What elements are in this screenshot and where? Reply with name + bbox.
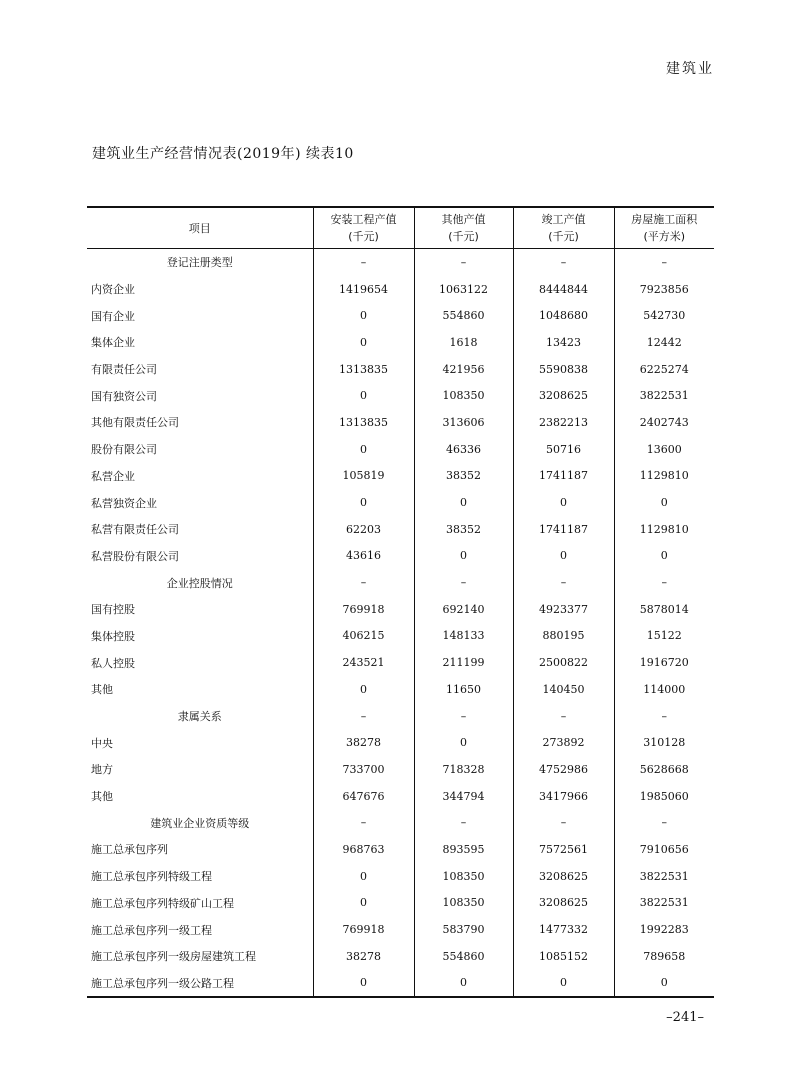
table-row [87, 382, 714, 409]
table-cell: 3822531 [614, 890, 714, 917]
table-cell: – [513, 703, 614, 730]
table-cell: – [313, 569, 414, 596]
table-cell: 406215 [313, 623, 414, 650]
table-cell: – [614, 809, 714, 836]
table-cell: 1419654 [313, 276, 414, 303]
row-label: 集体控股 [91, 629, 135, 643]
column-unit: (千元) [448, 230, 479, 243]
table-row [87, 596, 714, 623]
row-label: 其他 [91, 683, 113, 697]
table-row [87, 356, 714, 383]
section-header-row [87, 809, 714, 836]
table-cell: 1085152 [513, 943, 614, 970]
table-cell: 0 [313, 890, 414, 917]
table-cell: 12442 [614, 329, 714, 356]
table-cell: 7572561 [513, 836, 614, 863]
table-cell: – [614, 569, 714, 596]
row-label: 股份有限公司 [91, 443, 157, 457]
table-cell: 1129810 [614, 463, 714, 490]
table-row [87, 409, 714, 436]
table-body [87, 249, 714, 998]
table-cell: 5878014 [614, 596, 714, 623]
table-cell: 718328 [414, 756, 513, 783]
table-cell: 647676 [313, 783, 414, 810]
table-cell: 6225274 [614, 356, 714, 383]
table-row [87, 623, 714, 650]
row-label: 施工总承包序列特级工程 [91, 870, 212, 884]
table-cell: 542730 [614, 302, 714, 329]
table-cell: 421956 [414, 356, 513, 383]
table-cell: 3822531 [614, 382, 714, 409]
table-cell: 0 [414, 543, 513, 570]
table-cell: 733700 [313, 756, 414, 783]
table-cell: 5590838 [513, 356, 614, 383]
table-cell: – [614, 249, 714, 276]
table-cell: 3208625 [513, 863, 614, 890]
table-cell: 0 [414, 489, 513, 516]
table-cell: – [313, 249, 414, 276]
row-label: 中央 [91, 736, 113, 750]
table-cell: 2382213 [513, 409, 614, 436]
table-cell: 583790 [414, 916, 513, 943]
table-cell: – [513, 569, 614, 596]
row-label: 其他 [91, 790, 113, 804]
table-cell: 1985060 [614, 783, 714, 810]
row-label: 其他有限责任公司 [91, 416, 179, 430]
page-number: –241– [666, 1010, 704, 1025]
table-cell: 3822531 [614, 863, 714, 890]
column-label: 竣工产值 [541, 213, 586, 226]
section-header-row [87, 249, 714, 276]
table-cell: – [313, 809, 414, 836]
table-cell: – [414, 703, 513, 730]
section-label: 隶属关系 [177, 710, 222, 724]
row-label: 私营独资企业 [91, 496, 157, 510]
table-cell: 13600 [614, 436, 714, 463]
table-row [87, 543, 714, 570]
row-label: 私人控股 [91, 656, 135, 670]
table-row [87, 489, 714, 516]
table-row [87, 943, 714, 970]
table-row [87, 436, 714, 463]
table-cell: 1741187 [513, 516, 614, 543]
table-cell: – [414, 569, 513, 596]
column-label: 安装工程产值 [330, 213, 397, 226]
table-cell: 893595 [414, 836, 513, 863]
table-cell: 1063122 [414, 276, 513, 303]
table-cell: 7923856 [614, 276, 714, 303]
table-cell: 769918 [313, 596, 414, 623]
table-cell: – [614, 703, 714, 730]
table-cell: 769918 [313, 916, 414, 943]
table-cell: 46336 [414, 436, 513, 463]
table-cell: 11650 [414, 676, 513, 703]
column-unit: (千元) [348, 230, 379, 243]
table-cell: 38278 [313, 729, 414, 756]
table-cell: – [313, 703, 414, 730]
column-label: 房屋施工面积 [631, 213, 698, 226]
row-label: 施工总承包序列 [91, 843, 168, 857]
table-cell: 344794 [414, 783, 513, 810]
row-label: 国有企业 [91, 309, 135, 323]
table-cell: 38278 [313, 943, 414, 970]
statistics-table [87, 206, 714, 998]
table-cell: 0 [313, 436, 414, 463]
table-cell: 0 [414, 970, 513, 998]
section-label: 建筑业企业资质等级 [150, 816, 250, 830]
row-label: 国有独资公司 [91, 389, 157, 403]
row-label: 施工总承包序列一级工程 [91, 923, 212, 937]
column-header-other-output [414, 207, 513, 249]
column-header-install-output [313, 207, 414, 249]
table-row [87, 916, 714, 943]
table-row [87, 676, 714, 703]
table-cell: 0 [513, 970, 614, 998]
table-row [87, 302, 714, 329]
table-cell: 7910656 [614, 836, 714, 863]
row-label: 施工总承包序列一级房屋建筑工程 [91, 950, 256, 964]
table-cell: 4752986 [513, 756, 614, 783]
table-cell: 310128 [614, 729, 714, 756]
table-cell: 1477332 [513, 916, 614, 943]
table-cell: 0 [614, 489, 714, 516]
row-label: 施工总承包序列一级公路工程 [87, 970, 313, 998]
table-cell: 108350 [414, 890, 513, 917]
table-cell: 1992283 [614, 916, 714, 943]
running-header: 建筑业 [666, 61, 714, 77]
table-cell: 43616 [313, 543, 414, 570]
table-cell: 108350 [414, 382, 513, 409]
table-cell: 105819 [313, 463, 414, 490]
table-cell: 38352 [414, 463, 513, 490]
row-label: 内资企业 [91, 283, 135, 297]
table-cell: 1741187 [513, 463, 614, 490]
table-cell: 0 [313, 329, 414, 356]
table-cell: 789658 [614, 943, 714, 970]
table-cell: 880195 [513, 623, 614, 650]
table-cell: 313606 [414, 409, 513, 436]
table-cell: 0 [313, 863, 414, 890]
table-cell: 1313835 [313, 356, 414, 383]
table-cell: 1129810 [614, 516, 714, 543]
table-cell: 0 [414, 729, 513, 756]
table-cell: 0 [313, 676, 414, 703]
table-cell: 0 [313, 489, 414, 516]
column-header-floor-area [614, 207, 714, 249]
column-unit: (平方米) [643, 230, 686, 243]
table-cell: 0 [513, 543, 614, 570]
column-header-item [87, 207, 313, 249]
table-cell: 554860 [414, 943, 513, 970]
column-unit: (千元) [548, 230, 579, 243]
table-cell: 554860 [414, 302, 513, 329]
table-cell: 2402743 [614, 409, 714, 436]
row-label: 国有控股 [91, 603, 135, 617]
table-cell: 4923377 [513, 596, 614, 623]
table-cell: – [414, 809, 513, 836]
table-cell: 0 [614, 543, 714, 570]
table-row [87, 649, 714, 676]
table-cell: 62203 [313, 516, 414, 543]
section-label: 登记注册类型 [166, 256, 233, 270]
table-cell: 8444844 [513, 276, 614, 303]
table-row [87, 836, 714, 863]
table-row [87, 463, 714, 490]
table-cell: 15122 [614, 623, 714, 650]
table-cell: 1048680 [513, 302, 614, 329]
table-cell: 211199 [414, 649, 513, 676]
column-header-completed-output [513, 207, 614, 249]
row-label: 私营有限责任公司 [91, 523, 179, 537]
table-cell: 0 [614, 970, 714, 998]
table-cell: 0 [313, 970, 414, 998]
table-cell: 13423 [513, 329, 614, 356]
table-cell: 148133 [414, 623, 513, 650]
table-row [87, 729, 714, 756]
row-label: 私营企业 [91, 469, 135, 483]
table-row [87, 329, 714, 356]
row-label: 集体企业 [91, 336, 135, 350]
table-cell: 0 [513, 489, 614, 516]
table-cell: 968763 [313, 836, 414, 863]
table-cell: 1916720 [614, 649, 714, 676]
table-cell: 3208625 [513, 382, 614, 409]
table-cell: 3208625 [513, 890, 614, 917]
table-cell: 1313835 [313, 409, 414, 436]
table-header [87, 207, 714, 249]
table-cell: 140450 [513, 676, 614, 703]
table-cell: 0 [313, 382, 414, 409]
section-label: 企业控股情况 [166, 576, 233, 590]
table-cell: 3417966 [513, 783, 614, 810]
section-header-row [87, 569, 714, 596]
table-cell: 38352 [414, 516, 513, 543]
table-row [87, 970, 714, 998]
section-header-row [87, 703, 714, 730]
table-cell: 1618 [414, 329, 513, 356]
table-cell: 692140 [414, 596, 513, 623]
table-cell: 50716 [513, 436, 614, 463]
table-title: 建筑业生产经营情况表(2019年) 续表10 [92, 146, 354, 162]
table-cell: 273892 [513, 729, 614, 756]
table-cell: 243521 [313, 649, 414, 676]
row-label: 地方 [91, 763, 113, 777]
table-row [87, 890, 714, 917]
table-cell: 2500822 [513, 649, 614, 676]
table-cell: 5628668 [614, 756, 714, 783]
column-label: 项目 [188, 221, 211, 235]
table-cell: 108350 [414, 863, 513, 890]
table-row [87, 276, 714, 303]
table-cell: – [513, 809, 614, 836]
row-label: 施工总承包序列特级矿山工程 [91, 896, 234, 910]
column-label: 其他产值 [441, 213, 486, 226]
table-cell: – [414, 249, 513, 276]
table-row [87, 863, 714, 890]
table-cell: – [513, 249, 614, 276]
table-row [87, 783, 714, 810]
table-row [87, 516, 714, 543]
table-row [87, 756, 714, 783]
row-label: 有限责任公司 [91, 363, 157, 377]
table-cell: 0 [313, 302, 414, 329]
table-cell: 114000 [614, 676, 714, 703]
row-label: 私营股份有限公司 [91, 549, 179, 563]
